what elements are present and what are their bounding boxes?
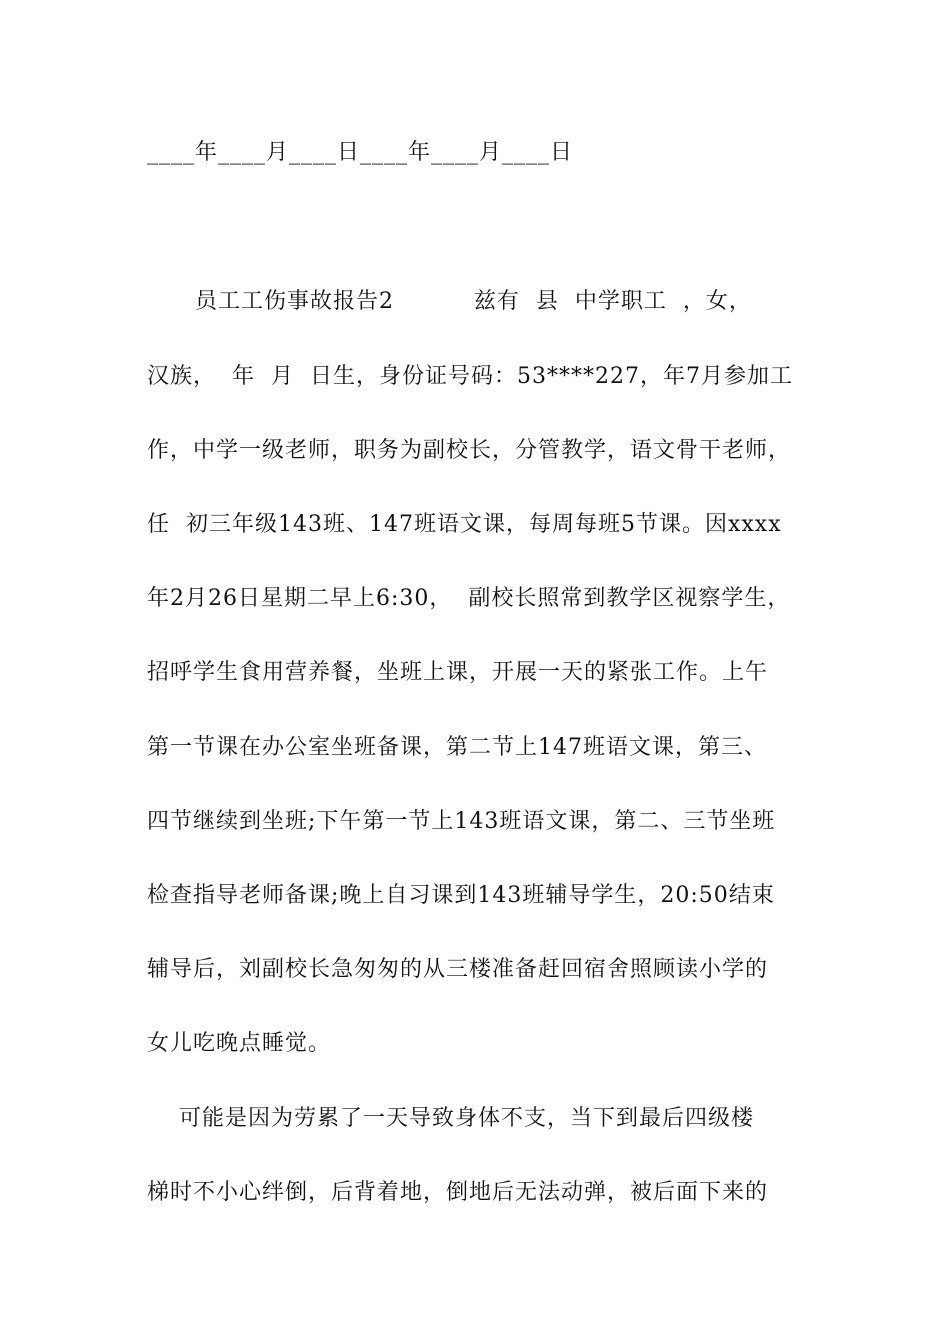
paragraph-line: 任 初三年级143班、147班语文课，每周每班5节课。因xxxx — [147, 512, 782, 537]
paragraph-line: 检查指导老师备课;晚上自习课到143班辅导学生，20:50结束 — [147, 883, 775, 908]
paragraph-line: 四节继续到坐班;下午第一节上143班语文课，第二、三节坐班 — [147, 809, 776, 834]
date-line: ____年____月____日____年____月____日 — [147, 140, 574, 165]
paragraph-line: 辅导后，刘副校长急匆匆的从三楼准备赶回宿舍照顾读小学的 — [147, 957, 769, 982]
paragraph-line: 可能是因为劳累了一天导致身体不支，当下到最后四级楼 — [147, 1106, 754, 1131]
paragraph-line: 梯时不小心绊倒，后背着地，倒地后无法动弹，被后面下来的 — [147, 1180, 769, 1205]
paragraph-line: 第一节课在办公室坐班备课，第二节上147班语文课，第三、 — [147, 735, 767, 760]
paragraph-line: 作，中学一级老师，职务为副校长，分管教学，语文骨干老师， — [147, 438, 792, 463]
paragraph-line: 汉族， 年 月 日生，身份证号码：53****227，年7月参加工 — [147, 364, 793, 389]
paragraph-line: 女儿吃晚点睡觉。 — [147, 1031, 332, 1056]
paragraph-line: 招呼学生食用营养餐，坐班上课，开展一天的紧张工作。上午 — [147, 660, 769, 685]
paragraph-line: 年2月26日星期二早上6:30， 副校长照常到教学区视察学生， — [147, 586, 791, 611]
paragraph-line: 员工工伤事故报告2 兹有 县 中学职工 ，女， — [147, 289, 752, 314]
